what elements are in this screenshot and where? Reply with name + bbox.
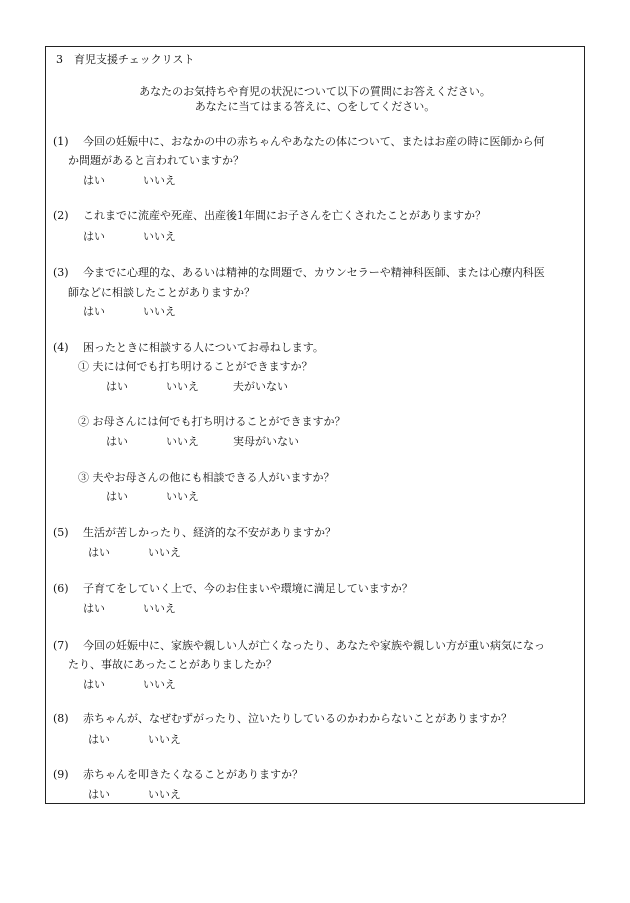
answer-row — [83, 230, 176, 244]
question-text: これまでに流産や死産、出産後1年間にお子さんを亡くされたことがありますか？ — [83, 209, 486, 222]
answer-yes[interactable]: はい — [83, 174, 105, 187]
sub-question-text: ③ 夫やお母さんの他にも相談できる人がいますか？ — [78, 471, 335, 484]
answer-row — [106, 380, 288, 394]
answer-row — [83, 602, 176, 616]
question-number: (1) — [53, 135, 69, 148]
answer-yes[interactable]: はい — [83, 602, 105, 615]
answer-no[interactable]: いいえ — [148, 788, 181, 801]
checklist-frame — [45, 46, 585, 804]
answer-yes[interactable]: はい — [106, 435, 128, 448]
question-text: 生活が苦しかったり、経済的な不安がありますか？ — [83, 526, 336, 539]
answer-yes[interactable]: はい — [83, 230, 105, 243]
answer-yes[interactable]: はい — [106, 380, 128, 393]
answer-no[interactable]: いいえ — [143, 230, 176, 243]
answer-no[interactable]: いいえ — [148, 546, 181, 559]
answer-row — [88, 546, 181, 560]
question-number: (5) — [53, 526, 69, 539]
question-text-cont: たり、事故にあったことがありましたか？ — [68, 658, 277, 671]
answer-yes[interactable]: はい — [88, 546, 110, 559]
answer-row — [83, 678, 176, 692]
answer-no[interactable]: いいえ — [143, 305, 176, 318]
question-text: 今までに心理的な、あるいは精神的な問題で、カウンセラーや精神科医師、または心療内科医 — [83, 266, 545, 279]
question-text-cont: か問題があると言われていますか？ — [68, 154, 244, 167]
question-text: 赤ちゃんが、なぜむずがったり、泣いたりしているのかわからないことがありますか？ — [83, 712, 512, 725]
answer-row — [88, 733, 181, 747]
answer-yes[interactable]: はい — [88, 733, 110, 746]
question-number: (6) — [53, 582, 69, 595]
answer-no-husband[interactable]: 夫がいない — [233, 380, 288, 393]
answer-no[interactable]: いいえ — [148, 733, 181, 746]
answer-row — [88, 788, 181, 802]
question-text: 今回の妊娠中に、家族や親しい人が亡くなったり、あなたや家族や親しい方が重い病気になっ — [83, 639, 545, 652]
answer-yes[interactable]: はい — [83, 678, 105, 691]
question-text: 赤ちゃんを叩きたくなることがありますか？ — [83, 768, 303, 781]
question-number: (4) — [53, 341, 69, 354]
answer-no[interactable]: いいえ — [143, 174, 176, 187]
answer-row — [83, 305, 176, 319]
question-number: (9) — [53, 768, 69, 781]
question-number: (7) — [53, 639, 69, 652]
answer-yes[interactable]: はい — [83, 305, 105, 318]
answer-row — [106, 490, 199, 504]
answer-no[interactable]: いいえ — [166, 380, 199, 393]
question-text-cont: 師などに相談したことがありますか？ — [68, 286, 255, 299]
question-number: (3) — [53, 266, 69, 279]
answer-row — [83, 174, 176, 188]
answer-yes[interactable]: はい — [88, 788, 110, 801]
intro-line-2: あなたに当てはまる答えに、○をしてください。 — [194, 100, 436, 113]
section-title: 3 育児支援チェックリスト — [56, 53, 195, 66]
question-text: 子育てをしていく上で、今のお住まいや環境に満足していますか？ — [83, 582, 413, 595]
question-text: 困ったときに相談する人についてお尋ねします。 — [83, 341, 324, 354]
sub-question-text: ② お母さんには何でも打ち明けることができますか？ — [78, 415, 346, 428]
question-number: (2) — [53, 209, 69, 222]
answer-row — [106, 435, 299, 449]
answer-no-mother[interactable]: 実母がいない — [233, 435, 299, 448]
answer-no[interactable]: いいえ — [143, 602, 176, 615]
question-number: (8) — [53, 712, 69, 725]
intro-line-1: あなたのお気持ちや育児の状況について以下の質問にお答えください。 — [139, 85, 491, 98]
answer-no[interactable]: いいえ — [166, 490, 199, 503]
answer-yes[interactable]: はい — [106, 490, 128, 503]
answer-no[interactable]: いいえ — [166, 435, 199, 448]
sub-question-text: ① 夫には何でも打ち明けることができますか？ — [78, 360, 313, 373]
answer-no[interactable]: いいえ — [143, 678, 176, 691]
question-text: 今回の妊娠中に、おなかの中の赤ちゃんやあなたの体について、またはお産の時に医師から何 — [83, 135, 545, 148]
